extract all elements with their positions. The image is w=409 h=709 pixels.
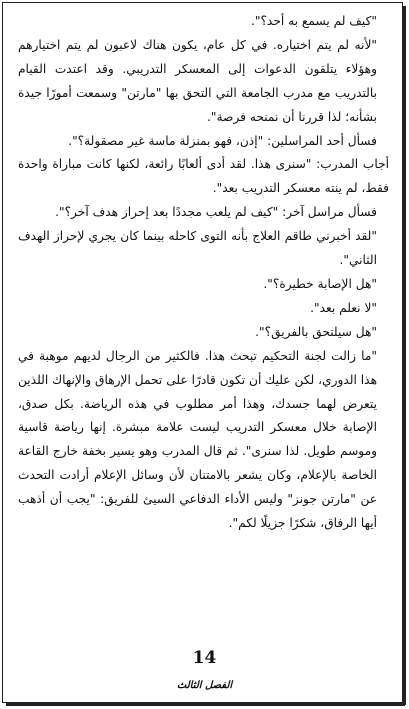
paragraph: "لقد أخبرني طاقم العلاج بأنه التوى كاحله بينما كان يجري لإحراز الهدف الثاني".	[18, 229, 377, 268]
paragraph: فسأل أحد المراسلين: "إذن، فهو بمنزلة ماسة غير مصقولة؟".	[68, 133, 377, 148]
chapter-footer: الفصل الثالث	[176, 680, 233, 691]
page-number: 14	[192, 648, 217, 668]
article-body	[18, 10, 389, 536]
paragraph: "لا نعلم بعد".	[310, 300, 377, 315]
paragraph: فسأل مراسل آخر: "كيف لم يلعب مجددًا بعد إحراز هدف آخر؟".	[55, 205, 377, 220]
paragraph: "كيف لم يسمع به أحد؟".	[250, 14, 377, 28]
paragraph: "ما زالت لجنة التحكيم تبحث هذا. فالكثير من الرجال لديهم موهبة في هذا الدوري، لكن عليك أن تكون قادرًا على تحمل الإرهاق والإنهاك اللذين يتعرض لهما جسدك، وهذا أمر مطلوب في هذه الرياضة. بكل صدق، الإصابة خلال معسكر التدريب ليست علامة مبشرة. إنها رياضة قاسية وموسم طويل. لذا سنرى". ثم قال المدرب وهو يسير بخفة خارج القاعة الخاصة بالإعلام، وكان يشعر بالامتنان لأن وسائل الإعلام أرادت التحدث عن "مارتن جونز" وليس الأداء الدفاعي السيئ للفريق: "يجب أن أذهب أيها الرفاق، شكرًا جزيلًا لكم".	[18, 348, 377, 531]
paragraph: أجاب المدرب: "سنرى هذا. لقد أدى ألعابًا رائعة، لكنها كانت مباراة واحدة فقط، لم ينته معسكر التدريب بعد".	[18, 157, 389, 196]
paragraph: "هل الإصابة خطيرة؟".	[263, 276, 377, 291]
paragraph: "هل سيلتحق بالفريق؟".	[255, 324, 377, 339]
paragraph: "لأنه لم يتم اختياره. في كل عام، يكون هناك لاعبون لم يتم اختيارهم وهؤلاء يتلقون الدعوات إلى المعسكر التدريبي. وقد اعتدت القيام بالتدريب مع مدرب الجامعة التي التحق بها "مارتن" وسمعت أمورًا جيدة بشأنه؛ لذا قررنا أن نمنحه فرصة".	[18, 37, 377, 124]
